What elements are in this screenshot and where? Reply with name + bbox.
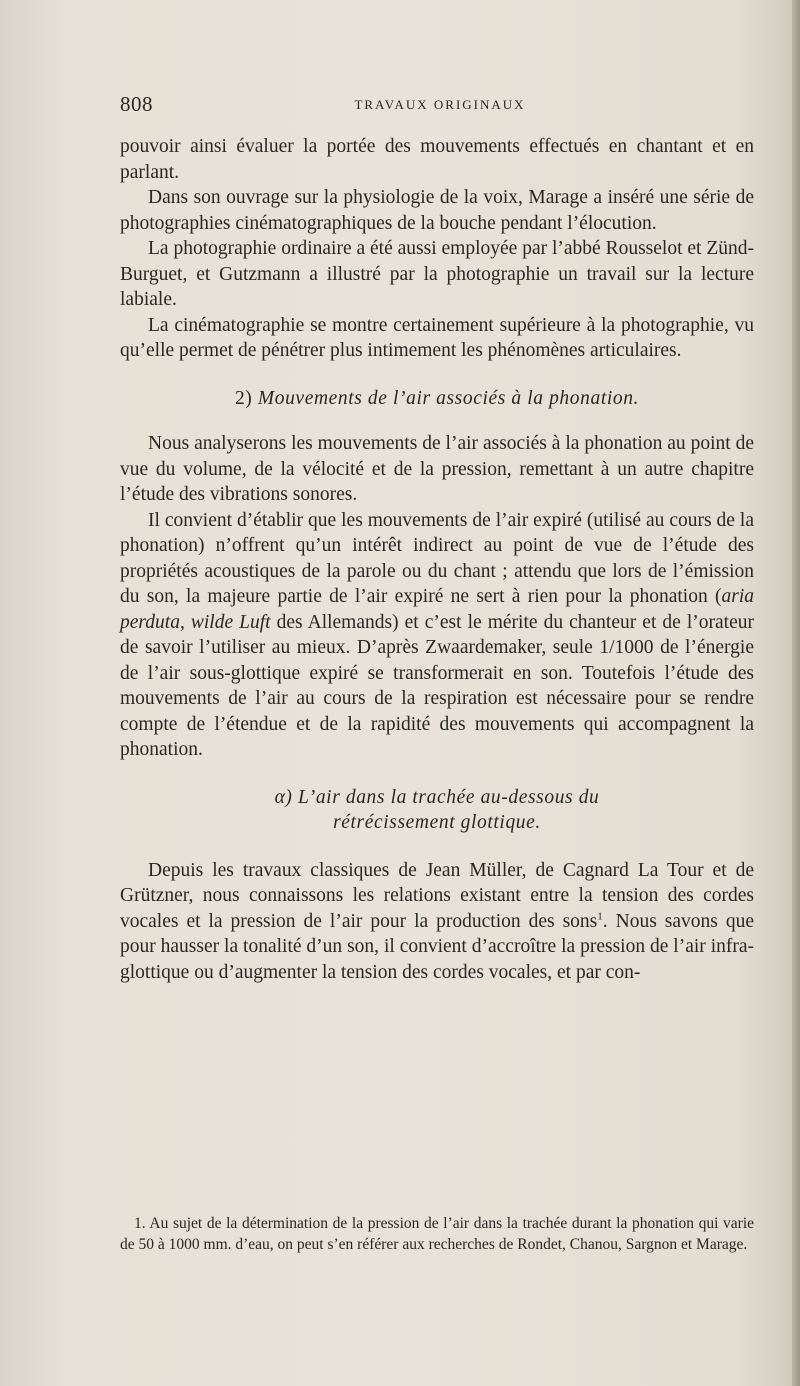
section-title: Mouvements de l’air associés à la phonation. xyxy=(257,387,640,409)
paragraph xyxy=(120,858,754,986)
paragraph: pouvoir ainsi évaluer la portée des mouvements effectués en chantant et en parlant. xyxy=(120,136,754,183)
section-number: 2) xyxy=(234,387,253,409)
paragraph: La cinématographie se montre certainement supérieure à la photographie, vu qu’elle permet de pénétrer plus intimement les phénomènes articulaires. xyxy=(120,314,754,361)
paragraph: Nous analyserons les mouvements de l’air associés à la phonation au point de vue du volume, de la vélocité et de la pression, remettant à un autre chapitre l’étude des vibrations sonores. xyxy=(120,433,754,505)
paragraph xyxy=(120,508,754,763)
footnotes xyxy=(120,1213,754,1255)
paragraph-text: Il convient d’établir que les mouvements de l’air expiré (utilisé au cours de la phonation) n’offrent qu’un intérêt indirect au point de vue de l’étude des propriétés acoustiques de la parole ou du chant ; attendu que lors de l’émission du son, la majeure partie de l’air expiré ne sert à rien pour la phonation ( xyxy=(120,509,754,607)
running-title: TRAVAUX ORIGINAUX xyxy=(354,97,526,112)
paragraph-text: Depuis les travaux classiques de Jean Müller, de Cagnard La Tour et de Grützner, nous connaissons les relations existant entre la tension des cordes vocales et la pression de l’air pour la production des sons xyxy=(120,859,754,932)
subsection-heading xyxy=(120,785,754,836)
page-edge-shadow xyxy=(792,0,800,1386)
page-number: 808 xyxy=(120,92,153,116)
section-heading xyxy=(120,386,754,412)
page-header xyxy=(120,92,760,120)
italic-phrase: aria perduta, wilde Luft xyxy=(120,586,754,633)
subsection-title-line-1: L’air dans la trachée au-dessous du xyxy=(298,786,600,808)
footnote-ref: 1 xyxy=(597,910,603,922)
paragraph-text: des Allemands) et c’est le mérite du chanteur et de l’orateur de savoir l’utiliser au mieux. D’après Zwaardemaker, seule 1/1000 de l’énergie de l’air sous-glottique expiré se transformerait en son. Toutefois l’étude des mouvements de l’air au cours de la respiration est nécessaire pour se rendre compte de l’étendue et de la rapidité des mouvements qui accompagnent la phonation. xyxy=(120,611,754,760)
paragraph: La photographie ordinaire a été aussi employée par l’abbé Rousselot et Zünd-Burguet, et Gutzmann a illustré par la photographie un travail sur la lecture labiale. xyxy=(120,238,754,310)
body-text xyxy=(120,134,754,985)
footnote: 1. Au sujet de la détermination de la pression de l’air dans la trachée durant la phonation qui varie de 50 à 1000 mm. d’eau, on peut s’en référer aux recherches de Rondet, Chanou, Sargnon et Marage. xyxy=(120,1215,754,1253)
paragraph: Dans son ouvrage sur la physiologie de la voix, Marage a inséré une série de photographies cinématographiques de la bouche pendant l’élocution. xyxy=(120,187,754,234)
subsection-marker: α) xyxy=(274,786,293,808)
paragraph-text: . Nous savons que pour hausser la tonalité d’un son, il convient d’accroître la pression de l’air infra-glottique ou d’augmenter la tension des cordes vocales, et par con- xyxy=(120,910,754,983)
subsection-title-line-2: rétrécissement glottique. xyxy=(333,812,541,833)
